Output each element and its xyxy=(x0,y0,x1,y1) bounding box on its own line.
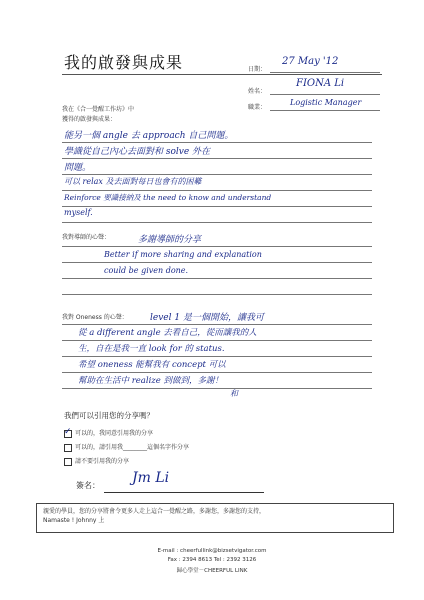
contact-phone: Fax : 2394 8613 Tel : 2392 3126 xyxy=(167,557,257,563)
gains-text-4: 可以 relax 及去面對每日也會有的困難 xyxy=(64,177,202,186)
oneness-rule-4 xyxy=(62,372,372,373)
sharing-question: 我們可以引用您的分享嗎？ xyxy=(64,411,154,420)
contact-company: 歸心學堂－CHEERFUL LINK xyxy=(176,568,248,574)
oneness-label: 我對 Oneness 的心聲： xyxy=(62,314,128,321)
job-underline xyxy=(270,110,380,111)
oneness-text-6: 和 xyxy=(230,389,238,398)
gains-text-2: 學識從自己內心去面對和 solve 外在 xyxy=(64,147,211,157)
gains-rule-6 xyxy=(62,222,372,223)
gains-text-6: myself. xyxy=(64,208,93,217)
guide-feedback-label: 我對導師的心聲： xyxy=(62,234,111,241)
gains-rule-5 xyxy=(62,206,372,207)
share-option-2[interactable] xyxy=(64,442,189,452)
share-option-1[interactable] xyxy=(64,428,153,438)
oneness-rule-1 xyxy=(62,324,372,325)
workshop-prompt-line1: 我在《合一覺醒工作坊》中 xyxy=(62,106,135,113)
signature-label: 簽名： xyxy=(76,481,100,490)
name-label: 姓名： xyxy=(248,88,267,95)
oneness-text-4: 希望 oneness 能幫我有 concept 可以 xyxy=(78,360,226,370)
oneness-text-2: 從 a different angle 去看自己，從而讓我的人 xyxy=(78,328,257,338)
job-value: Logistic Manager xyxy=(290,98,362,107)
oneness-rule-5 xyxy=(62,388,372,389)
gains-rule-1 xyxy=(62,142,372,143)
share-option-1-label: 可以的，我同意引用我的分享 xyxy=(75,430,154,437)
guide-rule-1 xyxy=(62,246,372,247)
oneness-rule-2 xyxy=(62,340,372,341)
title-underline xyxy=(62,74,382,75)
guide-rule-4 xyxy=(62,294,372,295)
guide-text-2: Better if more sharing and explanation xyxy=(104,250,262,259)
gains-text-1: 能另一個 angle 去 approach 自己問題。 xyxy=(64,131,234,141)
guide-text-3: could be given done. xyxy=(104,266,189,275)
gains-rule-2 xyxy=(62,158,372,159)
gains-rule-3 xyxy=(62,174,372,175)
date-underline xyxy=(270,72,380,73)
guide-rule-3 xyxy=(62,278,372,279)
workshop-prompt-line2: 獲得的啟發與成果： xyxy=(62,116,117,123)
oneness-rule-3 xyxy=(62,356,372,357)
oneness-text-5: 幫助在生活中 realize 到做到，多謝！ xyxy=(78,376,224,386)
share-option-3[interactable] xyxy=(64,456,129,466)
contact-email: E-mail : cheerfullink@bizsetvigator.com xyxy=(157,548,267,554)
signature-line xyxy=(104,492,264,493)
share-option-2-label: 可以的，請引用我________這個名字作分享 xyxy=(75,444,190,451)
share-option-3-label: 請不要引用我的分享 xyxy=(75,458,130,465)
name-value: FIONA Li xyxy=(296,78,345,89)
date-value: 27 May '12 xyxy=(282,56,339,67)
date-label: 日期： xyxy=(248,66,267,73)
job-label: 職業： xyxy=(248,104,267,111)
share-option-3-checkbox[interactable] xyxy=(64,458,72,466)
guide-rule-2 xyxy=(62,262,372,263)
name-underline xyxy=(270,94,380,95)
oneness-text-1: level 1 是一個開始，讓我可 xyxy=(150,313,264,323)
share-option-2-checkbox[interactable] xyxy=(64,444,72,452)
footer-closing: Namaste ! Johnny 上 xyxy=(43,517,105,524)
gains-text-3: 問題。 xyxy=(64,163,92,173)
guide-text-1: 多謝導師的分享 xyxy=(138,235,202,245)
footer-message-box xyxy=(36,503,394,533)
signature-value: Jm Li xyxy=(132,470,170,486)
footer-message: 親愛的學員，您的分享將會令更多人走上這合一覺醒之路，多謝您，多謝您的支持， xyxy=(43,508,266,515)
gains-rule-4 xyxy=(62,190,372,191)
share-option-1-checkbox[interactable] xyxy=(64,430,72,438)
oneness-text-3: 生，自在是我一直 look for 的 status. xyxy=(78,344,225,354)
gains-text-5: Reinforce 要識接納及 the need to know and understand xyxy=(64,193,272,202)
form-title: 我的啟發與成果 xyxy=(64,53,184,72)
